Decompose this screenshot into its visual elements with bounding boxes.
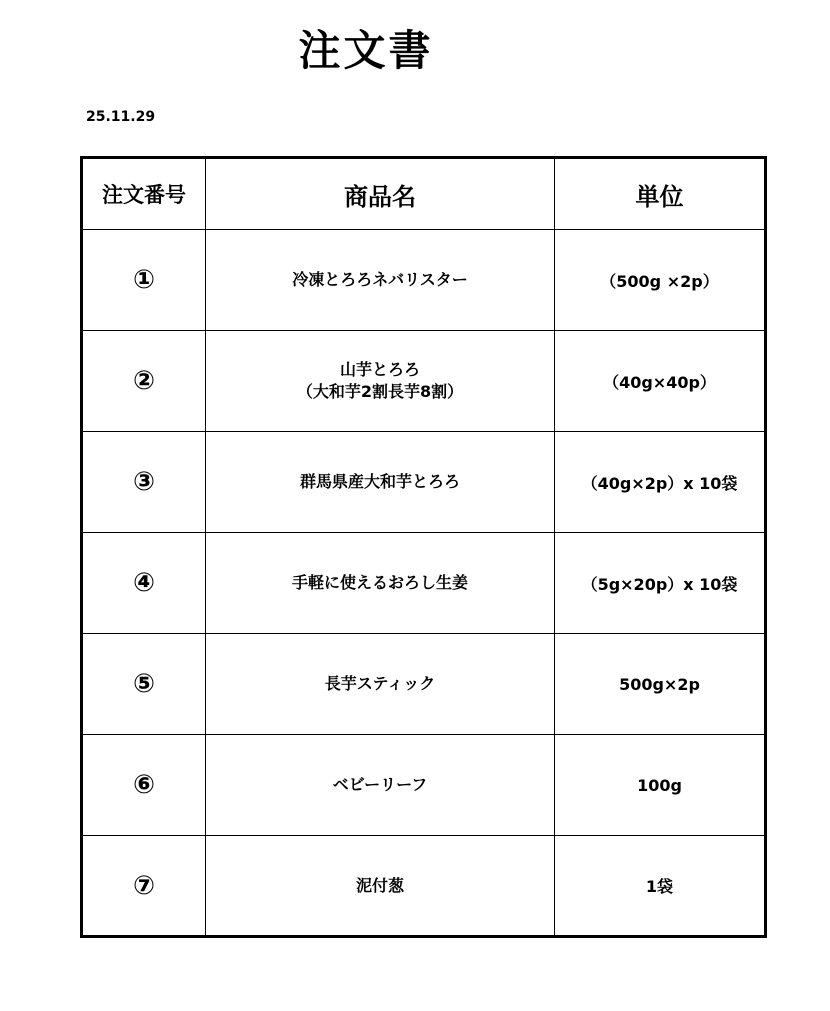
table-row [82, 533, 766, 634]
product-name-line: ベビーリーフ [332, 775, 428, 794]
order-date: 25.11.29 [86, 109, 156, 125]
table-row [82, 331, 766, 432]
table-row [82, 230, 766, 331]
header-unit: 単位 [555, 158, 766, 230]
order-number-cell: ② [82, 331, 206, 432]
product-name-cell [206, 533, 555, 634]
header-order-number: 注文番号 [82, 158, 206, 230]
product-name-cell [206, 331, 555, 432]
product-name-line: （大和芋2割長芋8割） [296, 382, 464, 401]
unit-cell: （40g×2p）x 10袋 [555, 432, 766, 533]
product-name-line: 冷凍とろろネバリスター [292, 270, 468, 289]
unit-cell: （500g ×2p） [555, 230, 766, 331]
order-number-cell: ⑦ [82, 836, 206, 937]
unit-cell: 100g [555, 735, 766, 836]
table-row [82, 836, 766, 937]
unit-cell: 500g×2p [555, 634, 766, 735]
product-name-line: 群馬県産大和芋とろろ [299, 472, 460, 491]
order-number-cell: ① [82, 230, 206, 331]
product-name-line: 手軽に使えるおろし生姜 [291, 573, 468, 592]
product-name-line: 長芋スティック [324, 674, 436, 693]
order-number-cell: ④ [82, 533, 206, 634]
order-number-cell: ③ [82, 432, 206, 533]
table-row [82, 735, 766, 836]
product-name-cell [206, 735, 555, 836]
table-row [82, 432, 766, 533]
product-name-cell [206, 634, 555, 735]
document-title: 注文書 [298, 26, 434, 75]
product-name-cell [206, 432, 555, 533]
unit-cell: （40g×40p） [555, 331, 766, 432]
order-number-cell: ⑥ [82, 735, 206, 836]
order-table [80, 156, 767, 938]
product-name-line: 山芋とろろ [339, 360, 420, 379]
unit-cell: （5g×20p）x 10袋 [555, 533, 766, 634]
unit-cell: 1袋 [555, 836, 766, 937]
table-header-row [82, 158, 766, 230]
product-name-line: 泥付葱 [355, 875, 404, 895]
table-row [82, 634, 766, 735]
product-name-cell [206, 230, 555, 331]
order-number-cell: ⑤ [82, 634, 206, 735]
header-product-name: 商品名 [206, 158, 555, 230]
product-name-cell [206, 836, 555, 937]
